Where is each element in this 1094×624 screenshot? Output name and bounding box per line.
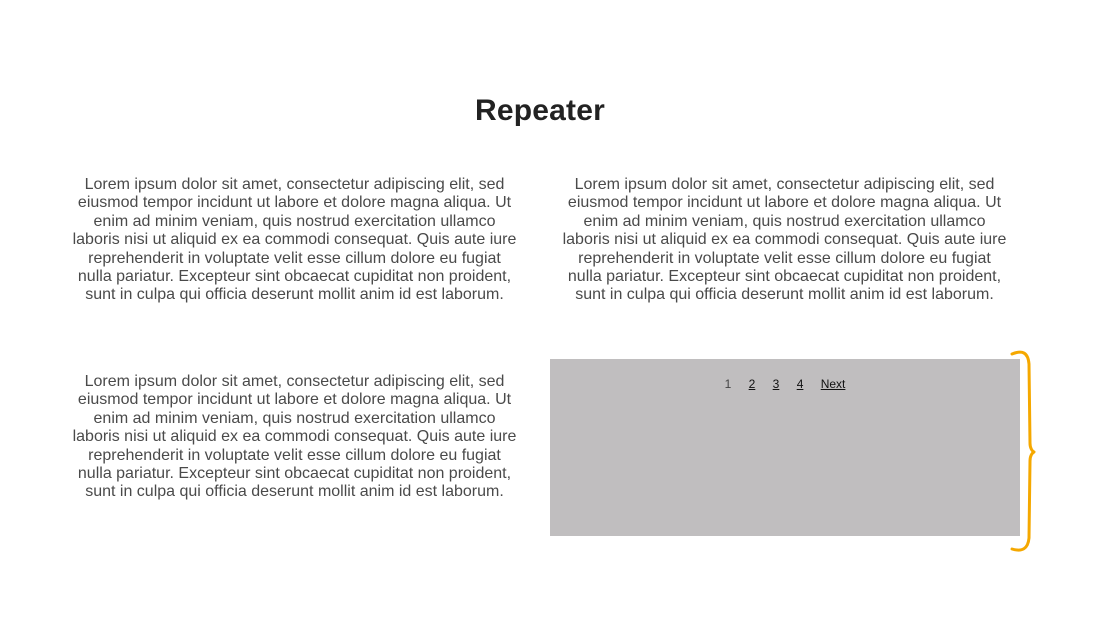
annotation-bracket: [1008, 348, 1038, 554]
repeater-item-text: Lorem ipsum dolor sit amet, consectetur adipiscing elit, sed eiusmod tempor incidunt ut labore et dolore magna aliqua. Ut enim ad minim veniam, quis nostrud exercitation ullamco laboris nisi ut aliquid ex ea commodi consequat. Quis aute iure reprehenderit in voluptate velit esse cillum dolore eu fugiat nulla pariatur. Excepteur sint obcaecat cupiditat non proident, sunt in culpa qui officia deserunt mollit anim id est laborum.: [562, 176, 1007, 304]
page-link-4[interactable]: 4: [796, 377, 804, 391]
page-link-2[interactable]: 2: [748, 377, 756, 391]
pagination-panel: [550, 359, 1020, 536]
repeater-item-text: Lorem ipsum dolor sit amet, consectetur adipiscing elit, sed eiusmod tempor incidunt ut labore et dolore magna aliqua. Ut enim ad minim veniam, quis nostrud exercitation ullamco laboris nisi ut aliquid ex ea commodi consequat. Quis aute iure reprehenderit in voluptate velit esse cillum dolore eu fugiat nulla pariatur. Excepteur sint obcaecat cupiditat non proident, sunt in culpa qui officia deserunt mollit anim id est laborum.: [72, 176, 517, 304]
repeater-item-text: Lorem ipsum dolor sit amet, consectetur adipiscing elit, sed eiusmod tempor incidunt ut labore et dolore magna aliqua. Ut enim ad minim veniam, quis nostrud exercitation ullamco laboris nisi ut aliquid ex ea commodi consequat. Quis aute iure reprehenderit in voluptate velit esse cillum dolore eu fugiat nulla pariatur. Excepteur sint obcaecat cupiditat non proident, sunt in culpa qui officia deserunt mollit anim id est laborum.: [72, 373, 517, 501]
page-current: 1: [724, 377, 732, 391]
page-title: Repeater: [475, 94, 605, 127]
page-link-3[interactable]: 3: [772, 377, 780, 391]
next-page-link[interactable]: Next: [820, 377, 846, 391]
pagination: [550, 377, 1020, 391]
